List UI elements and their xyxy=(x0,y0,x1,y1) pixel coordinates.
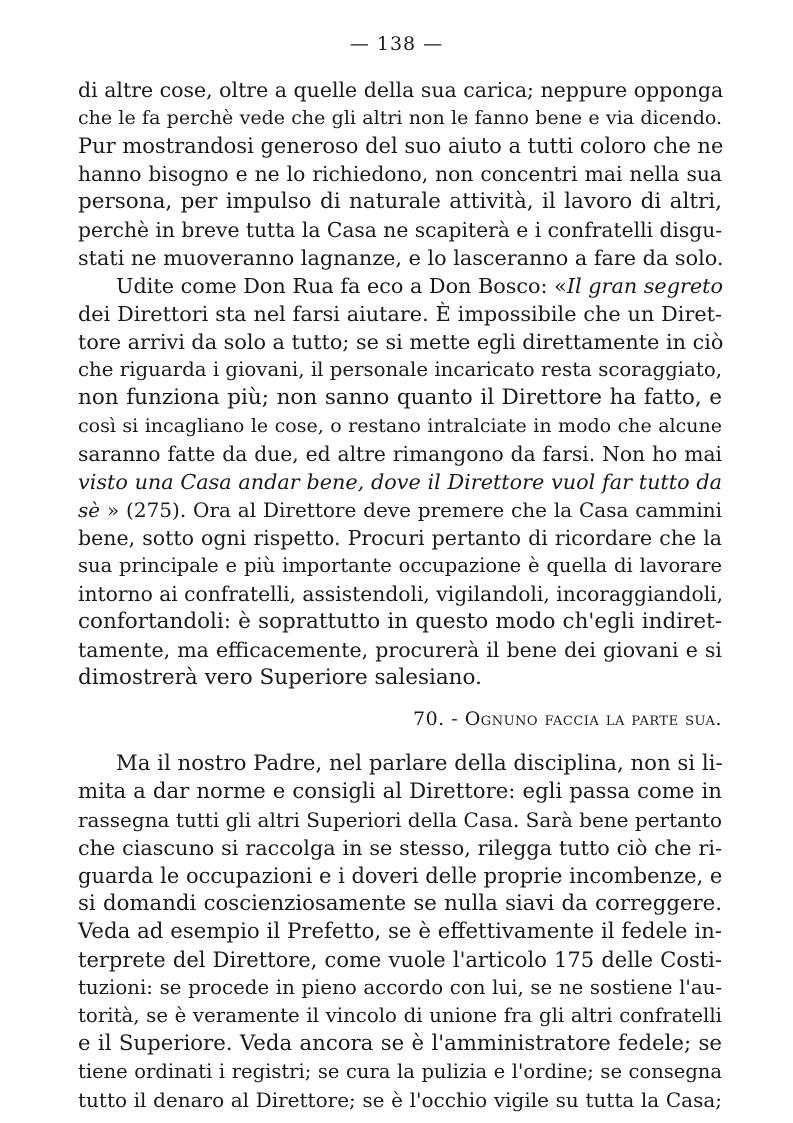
text-line: e il Superiore. Veda ancora se è l'amministratore fedele; se xyxy=(78,1031,722,1056)
text-line: si domandi coscienziosamente se nulla siavi da correggere. xyxy=(78,891,722,916)
text-line: tore arrivi da solo a tutto; se si mette egli direttamente in ciò xyxy=(78,330,724,354)
text-line: perchè in breve tutta la Casa ne scapiterà e i confratelli disgu- xyxy=(78,218,723,242)
text-line: non funziona più; non sanno quanto il Direttore ha fatto, e xyxy=(78,385,722,410)
text-line: tutto il denaro al Direttore; se è l'occhio vigile su tutta la Casa; xyxy=(78,1088,722,1112)
page-number: — 138 — xyxy=(349,33,444,55)
text-line: così si incagliano le cose, o restano intralciate in modo che alcune xyxy=(78,415,722,437)
text-line: torità, se è veramente il vincolo di unione fra gli altri confratelli xyxy=(78,1004,722,1027)
text-line: tamente, ma efficacemente, procurerà il bene dei giovani e si xyxy=(78,638,722,662)
text-line: che le fa perchè vede che gli altri non le fanno bene e via dicendo. xyxy=(78,107,722,129)
text-line: saranno fatte da due, ed altre rimangono da farsi. Non ho mai xyxy=(78,442,722,466)
text-line: tuzioni: se procede in pieno accordo con lui, se ne sostiene l'au- xyxy=(78,976,722,999)
text-line: Veda ad esempio il Prefetto, se è effettivamente il fedele in- xyxy=(78,919,722,944)
text-line: intorno ai confratelli, assistendoli, vigilandoli, incoraggiandoli, xyxy=(78,582,724,606)
text-line: confortandoli: è soprattutto in questo modo ch'egli indiret- xyxy=(78,609,722,634)
text-line: che riguarda i giovani, il personale incaricato resta scoraggiato, xyxy=(78,358,722,381)
section-title: Ognuno faccia la parte sua. xyxy=(464,708,722,730)
text-line: Ma il nostro Padre, nel parlare della disciplina, non si li- xyxy=(116,751,723,776)
text-line: tiene ordinati i registri; se cura la pulizia e l'ordine; se consegna xyxy=(78,1060,722,1083)
text-line: di altre cose, oltre a quelle della sua carica; neppure opponga xyxy=(78,78,724,102)
text-line: che ciascuno si raccolga in se stesso, rilegga tutto ciò che ri- xyxy=(78,836,722,860)
text-line: hanno bisogno e ne lo richiedono, non concentri mai nella sua xyxy=(78,162,722,186)
section-number: 70. - xyxy=(413,708,459,730)
section-heading xyxy=(320,706,722,732)
text-line: bene, sotto ogni rispetto. Procuri pertanto di ricordare che la xyxy=(78,526,722,550)
text-line: stati ne muoveranno lagnanze, e lo lasceranno a fare da solo. xyxy=(78,246,724,270)
text-line: Udite come Don Rua fa eco a Don Bosco: «Il gran segreto xyxy=(116,274,724,298)
text-line: rassegna tutti gli altri Superiori della Casa. Sarà bene pertanto xyxy=(78,808,722,832)
text-line: dimostrerà vero Superiore salesiano. xyxy=(78,665,482,690)
text-line: Pur mostrandosi generoso del suo aiuto a tutti coloro che ne xyxy=(78,134,724,158)
text-line: sua principale e più importante occupazione è quella di lavorare xyxy=(78,554,722,577)
text-line: persona, per impulso di naturale attività, il lavoro di altri, xyxy=(78,189,722,214)
text-line: guarda le occupazioni e i doveri delle proprie incombenze, e xyxy=(78,864,723,888)
text-line: visto una Casa andar bene, dove il Direttore vuol far tutto da xyxy=(78,470,722,494)
text-line: sè » (275). Ora al Direttore deve premere che la Casa cammini xyxy=(78,498,722,522)
text-line: mita a dar norme e consigli al Direttore: egli passa come in xyxy=(78,779,722,804)
text-line: dei Direttori sta nel farsi aiutare. È impossibile che un Diret- xyxy=(78,302,722,326)
text-line: terprete del Direttore, come vuole l'articolo 175 delle Costi- xyxy=(78,948,722,972)
